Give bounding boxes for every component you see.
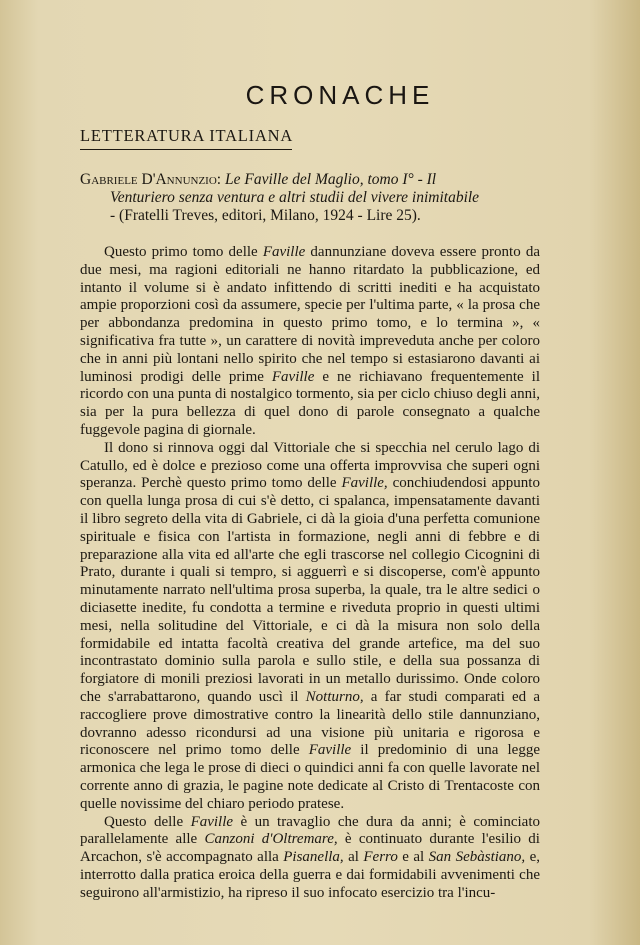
- text-run: e al: [397, 849, 429, 866]
- citation-author: Gabriele D'Annunzio:: [80, 171, 222, 188]
- italic-title-run: San Sebàstiano,: [428, 849, 526, 866]
- text-run: è continuato durante l'esilio di Arcachon, s'è accompagnato alla: [80, 831, 540, 866]
- section-underline: [80, 149, 292, 150]
- italic-title-run: Faville,: [341, 475, 388, 492]
- article-body: [80, 244, 540, 902]
- italic-title-run: Pisanella,: [283, 849, 344, 866]
- text-run: conchiudendosi appunto con quella lunga prosa di cui s'è detto, ci spalanca, impensatamente davanti il libro segreto della vita di Gabriele, ci dà la gioia d'una perfetta comunione spirituale e fisica con l'artista in formazione, negli anni di febbre e di preparazione alla vita ed all'arte che egli trascorse nel collegio Cicognini di Prato, durante i quali si tempro, si agguerrì e si discoperse, com'è appunto minutamente narrato nell'ultima prosa superba, la quale, tra le altre sedici o diciasette inedite, fu condotta a termine e riveduta proprio in questi ultimi mesi, nella solitudine del Vittoriale, e ci dà la misura non solo della formidabile ed intatta facoltà creativa del grande artefice, ma del suo incontrastato dominio sulla parola e sullo stile, e della sua possanza di forgiatore di monili preziosi lavorati in un metallo durissimo. Onde coloro che s'arrabattarono, quando uscì il: [80, 475, 540, 705]
- text-run: Il dono si rinnova oggi dal Vittoriale che si specchia nel cerulo lago di Catullo, ed è dolce e prezioso come una offerta improvvisa che superi ogni speranza. Perchè questo primo tomo delle: [80, 439, 540, 492]
- page-heading: CRONACHE: [245, 80, 435, 110]
- italic-title-run: Canzoni d'Oltremare,: [204, 831, 338, 848]
- italic-title-run: Ferro: [363, 849, 398, 866]
- section-title: LETTERATURA ITALIANA: [80, 126, 294, 145]
- text-run: Questo delle: [104, 813, 191, 830]
- italic-title-run: Faville: [262, 244, 306, 260]
- text-run: Questo primo tomo delle: [104, 244, 263, 260]
- text-run: e ne richiavano frequentemente il ricordo con una punta di nostalgico tormento, sia per ciclo chiuso degli anni, sia per la pura bellezza di quel dono di parole consegnato a qualche fuggevole pagina di giornale.: [80, 368, 540, 438]
- italic-title-run: Faville: [271, 368, 315, 385]
- book-citation: [80, 171, 540, 225]
- text-run: al: [343, 849, 364, 866]
- italic-title-run: Faville: [308, 742, 352, 759]
- text-run: a far studi comparati ed a raccogliere prove dimostrative contro la linearità dello stile dannunziano, dovranno adesso ricondursi ad una visione più unitaria e rigorosa e riconoscere nel primo tomo delle: [80, 688, 541, 759]
- italic-title-run: Faville: [190, 813, 234, 830]
- body-paragraph: [80, 440, 540, 814]
- text-run: e, interrotto dalla pratica eroica della guerra e dai formidabili avvenimenti che seguirono all'armistizio, ha ripreso il suo infocato esercizio tra l'incu-: [80, 849, 540, 901]
- body-paragraph: [80, 814, 540, 903]
- citation-line-1: [80, 171, 540, 189]
- text-run: dannunziane doveva essere pronto da due mesi, ma ragioni editoriali ne hanno ritardato la pubblicazione, ed intanto il volume si è andato infittendo di scritti inediti e ha acquistato ampie proporzioni così da assumere, specie per l'ultima parte, « la prosa che per abbondanza predomina in questo primo tomo, e lo termina », « significativa fra tutte », un carattere di novità impreveduta anche per coloro che in anni più lontani nello spirito che nel tempo si estasiarono davanti ai luminosi prodigi delle prime: [80, 244, 540, 385]
- italic-title-run: Notturno,: [305, 688, 364, 705]
- citation-publisher: - (Fratelli Treves, editori, Milano, 1924 - Lire 25).: [110, 207, 421, 224]
- body-paragraph: [80, 244, 540, 440]
- citation-title-part2: Venturiero senza ventura e altri studii del vivere inimitabile: [110, 189, 480, 206]
- text-run: è un travaglio che dura da anni; è cominciato parallelamente alle: [80, 813, 541, 848]
- citation-title-part1: Le Faville del Maglio, tomo I° - Il: [224, 171, 437, 188]
- text-run: il predominio di una legge armonica che lega le prose di dieci o quindici anni fa con quelle lavorate nel corrente anno di grazia, le pagine note dedicate al Cristo di Trentacoste con quelle novissime del chiaro periodo pratese.: [80, 742, 540, 812]
